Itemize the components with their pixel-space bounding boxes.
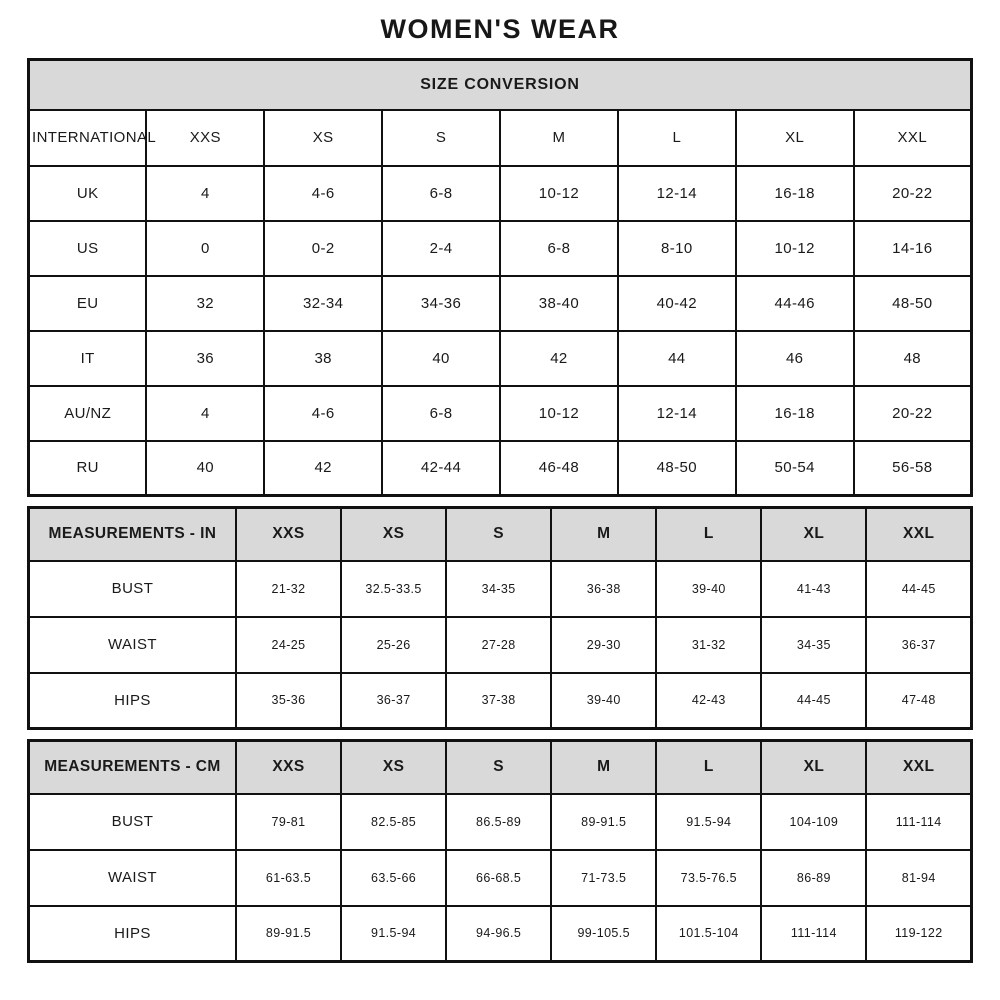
value-cell: 10-12 <box>736 221 854 276</box>
value-cell: 48 <box>854 331 972 386</box>
value-cell: 42 <box>500 331 618 386</box>
value-cell: 39-40 <box>551 673 656 729</box>
value-cell: 34-35 <box>761 617 866 673</box>
table-row <box>29 276 972 331</box>
value-cell: 111-114 <box>866 794 971 850</box>
table-header-row <box>29 508 972 561</box>
value-cell: 66-68.5 <box>446 850 551 906</box>
value-cell: 12-14 <box>618 166 736 221</box>
value-cell: 42-44 <box>382 441 500 496</box>
value-cell: 89-91.5 <box>551 794 656 850</box>
value-cell: 40 <box>146 441 264 496</box>
value-cell: 73.5-76.5 <box>656 850 761 906</box>
header-cell: XXL <box>854 110 972 166</box>
value-cell: 38-40 <box>500 276 618 331</box>
value-cell: 99-105.5 <box>551 906 656 962</box>
measurements-in-table <box>27 506 973 730</box>
value-cell: 20-22 <box>854 386 972 441</box>
row-label: EU <box>29 276 147 331</box>
value-cell: 63.5-66 <box>341 850 446 906</box>
value-cell: 36-37 <box>866 617 971 673</box>
table-title-row <box>29 60 972 110</box>
table-title-cell: SIZE CONVERSION <box>29 60 972 110</box>
value-cell: 8-10 <box>618 221 736 276</box>
value-cell: 86-89 <box>761 850 866 906</box>
table-row <box>29 673 972 729</box>
value-cell: 31-32 <box>656 617 761 673</box>
table-row <box>29 441 972 496</box>
value-cell: 111-114 <box>761 906 866 962</box>
header-cell: XS <box>264 110 382 166</box>
table-header-row <box>29 110 972 166</box>
header-cell: XXS <box>146 110 264 166</box>
value-cell: 38 <box>264 331 382 386</box>
row-label: WAIST <box>29 850 236 906</box>
value-cell: 79-81 <box>236 794 341 850</box>
header-cell: L <box>618 110 736 166</box>
header-cell: M <box>500 110 618 166</box>
value-cell: 2-4 <box>382 221 500 276</box>
value-cell: 36 <box>146 331 264 386</box>
value-cell: 50-54 <box>736 441 854 496</box>
value-cell: 42-43 <box>656 673 761 729</box>
value-cell: 40-42 <box>618 276 736 331</box>
header-cell: MEASUREMENTS - CM <box>29 741 236 794</box>
table-header-row <box>29 741 972 794</box>
value-cell: 89-91.5 <box>236 906 341 962</box>
value-cell: 61-63.5 <box>236 850 341 906</box>
value-cell: 6-8 <box>382 166 500 221</box>
value-cell: 10-12 <box>500 166 618 221</box>
table-row <box>29 794 972 850</box>
value-cell: 44-45 <box>866 561 971 617</box>
value-cell: 4 <box>146 166 264 221</box>
table-row <box>29 386 972 441</box>
value-cell: 47-48 <box>866 673 971 729</box>
value-cell: 44 <box>618 331 736 386</box>
table-row <box>29 561 972 617</box>
value-cell: 42 <box>264 441 382 496</box>
value-cell: 36-37 <box>341 673 446 729</box>
table-row <box>29 331 972 386</box>
table-gap <box>27 730 973 739</box>
page-title: WOMEN'S WEAR <box>380 14 620 44</box>
value-cell: 29-30 <box>551 617 656 673</box>
header-cell: L <box>656 508 761 561</box>
value-cell: 16-18 <box>736 386 854 441</box>
header-cell: M <box>551 508 656 561</box>
value-cell: 91.5-94 <box>341 906 446 962</box>
row-label: BUST <box>29 794 236 850</box>
value-cell: 94-96.5 <box>446 906 551 962</box>
header-cell: XXS <box>236 741 341 794</box>
row-label: HIPS <box>29 673 236 729</box>
value-cell: 20-22 <box>854 166 972 221</box>
value-cell: 48-50 <box>618 441 736 496</box>
value-cell: 119-122 <box>866 906 971 962</box>
header-cell: XXL <box>866 508 971 561</box>
row-label: BUST <box>29 561 236 617</box>
header-cell: XXL <box>866 741 971 794</box>
header-cell: XL <box>736 110 854 166</box>
value-cell: 21-32 <box>236 561 341 617</box>
row-label: US <box>29 221 147 276</box>
value-cell: 34-35 <box>446 561 551 617</box>
header-cell: XXS <box>236 508 341 561</box>
value-cell: 0 <box>146 221 264 276</box>
row-label: IT <box>29 331 147 386</box>
value-cell: 27-28 <box>446 617 551 673</box>
value-cell: 101.5-104 <box>656 906 761 962</box>
value-cell: 34-36 <box>382 276 500 331</box>
value-cell: 44-46 <box>736 276 854 331</box>
value-cell: 44-45 <box>761 673 866 729</box>
value-cell: 4 <box>146 386 264 441</box>
value-cell: 46 <box>736 331 854 386</box>
value-cell: 41-43 <box>761 561 866 617</box>
row-label: HIPS <box>29 906 236 962</box>
value-cell: 32 <box>146 276 264 331</box>
header-cell: M <box>551 741 656 794</box>
value-cell: 12-14 <box>618 386 736 441</box>
value-cell: 24-25 <box>236 617 341 673</box>
table-row <box>29 850 972 906</box>
value-cell: 4-6 <box>264 166 382 221</box>
value-cell: 32-34 <box>264 276 382 331</box>
value-cell: 46-48 <box>500 441 618 496</box>
header-cell: MEASUREMENTS - IN <box>29 508 236 561</box>
value-cell: 104-109 <box>761 794 866 850</box>
table-row <box>29 617 972 673</box>
value-cell: 71-73.5 <box>551 850 656 906</box>
value-cell: 48-50 <box>854 276 972 331</box>
value-cell: 86.5-89 <box>446 794 551 850</box>
header-cell: S <box>382 110 500 166</box>
header-cell: XS <box>341 508 446 561</box>
table-gap <box>27 497 973 506</box>
size-conversion-table <box>27 58 973 497</box>
measurements-cm-table <box>27 739 973 963</box>
table-row <box>29 906 972 962</box>
value-cell: 14-16 <box>854 221 972 276</box>
value-cell: 91.5-94 <box>656 794 761 850</box>
table-row <box>29 221 972 276</box>
value-cell: 10-12 <box>500 386 618 441</box>
value-cell: 56-58 <box>854 441 972 496</box>
value-cell: 39-40 <box>656 561 761 617</box>
value-cell: 32.5-33.5 <box>341 561 446 617</box>
header-cell: XL <box>761 741 866 794</box>
value-cell: 6-8 <box>382 386 500 441</box>
value-cell: 6-8 <box>500 221 618 276</box>
row-label: UK <box>29 166 147 221</box>
table-row <box>29 166 972 221</box>
header-cell: XL <box>761 508 866 561</box>
value-cell: 35-36 <box>236 673 341 729</box>
header-cell: S <box>446 741 551 794</box>
value-cell: 37-38 <box>446 673 551 729</box>
row-label: WAIST <box>29 617 236 673</box>
value-cell: 36-38 <box>551 561 656 617</box>
header-cell: S <box>446 508 551 561</box>
row-label: RU <box>29 441 147 496</box>
header-cell: L <box>656 741 761 794</box>
row-label: AU/NZ <box>29 386 147 441</box>
value-cell: 0-2 <box>264 221 382 276</box>
header-cell: INTERNATIONAL <box>29 110 147 166</box>
header-cell: XS <box>341 741 446 794</box>
value-cell: 16-18 <box>736 166 854 221</box>
value-cell: 81-94 <box>866 850 971 906</box>
value-cell: 4-6 <box>264 386 382 441</box>
value-cell: 40 <box>382 331 500 386</box>
value-cell: 25-26 <box>341 617 446 673</box>
value-cell: 82.5-85 <box>341 794 446 850</box>
